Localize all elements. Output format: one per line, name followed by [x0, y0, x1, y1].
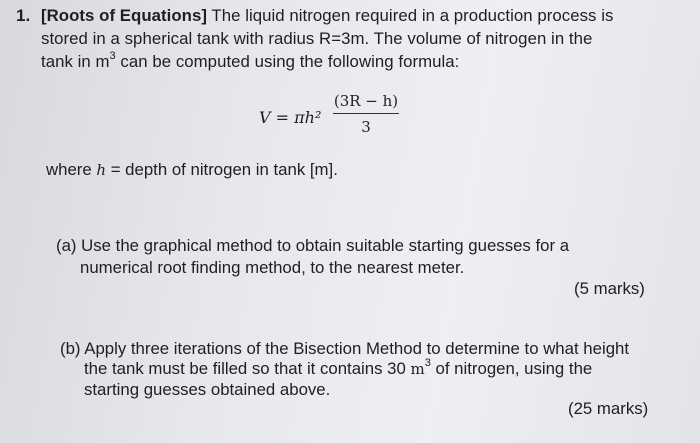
intro-line-2: stored in a spherical tank with radius R=3m. The volume of nitrogen in the	[41, 29, 593, 48]
formula-numerator: (3R − h)	[333, 92, 399, 110]
formula-lhs: V = πh²	[259, 108, 322, 127]
where-post: = depth of nitrogen in tank [m].	[106, 160, 338, 179]
where-variable: h	[96, 161, 107, 179]
part-a-line-1: (a) Use the graphical method to obtain suitable starting guesses for a	[56, 236, 570, 255]
intro-line-3	[41, 52, 459, 72]
part-b-line-2-post: of nitrogen, using the	[430, 359, 593, 378]
intro-line-1	[41, 6, 613, 26]
formula-fraction	[333, 92, 399, 136]
intro-line-3-pre: tank in m	[41, 52, 110, 71]
part-a-line-2: numerical root finding method, to the nearest meter.	[80, 258, 465, 277]
part-b-unit: m	[410, 360, 425, 378]
part-a-marks: (5 marks)	[574, 279, 645, 298]
fraction-bar	[333, 113, 399, 114]
volume-formula	[257, 92, 407, 142]
where-definition	[46, 160, 338, 180]
part-b-marks: (25 marks)	[568, 399, 649, 418]
question-topic: [Roots of Equations]	[41, 6, 207, 25]
intro-line-3-sup: 3	[109, 50, 116, 63]
intro-line-1-text: The liquid nitrogen required in a production process is	[207, 6, 614, 25]
where-pre: where	[46, 160, 97, 179]
part-b-line-3: starting guesses obtained above.	[84, 380, 331, 399]
part-b-line-1: (b) Apply three iterations of the Bisection Method to determine to what height	[60, 339, 630, 358]
formula-denominator: 3	[361, 118, 371, 137]
question-number: 1.	[16, 6, 31, 25]
part-b-line-2-pre: the tank must be filled so that it contains 30	[84, 359, 411, 378]
intro-line-3-post: can be computed using the following formula:	[115, 52, 460, 71]
part-b-line-2	[84, 359, 592, 379]
part-b-unit-sup: 3	[424, 357, 431, 370]
